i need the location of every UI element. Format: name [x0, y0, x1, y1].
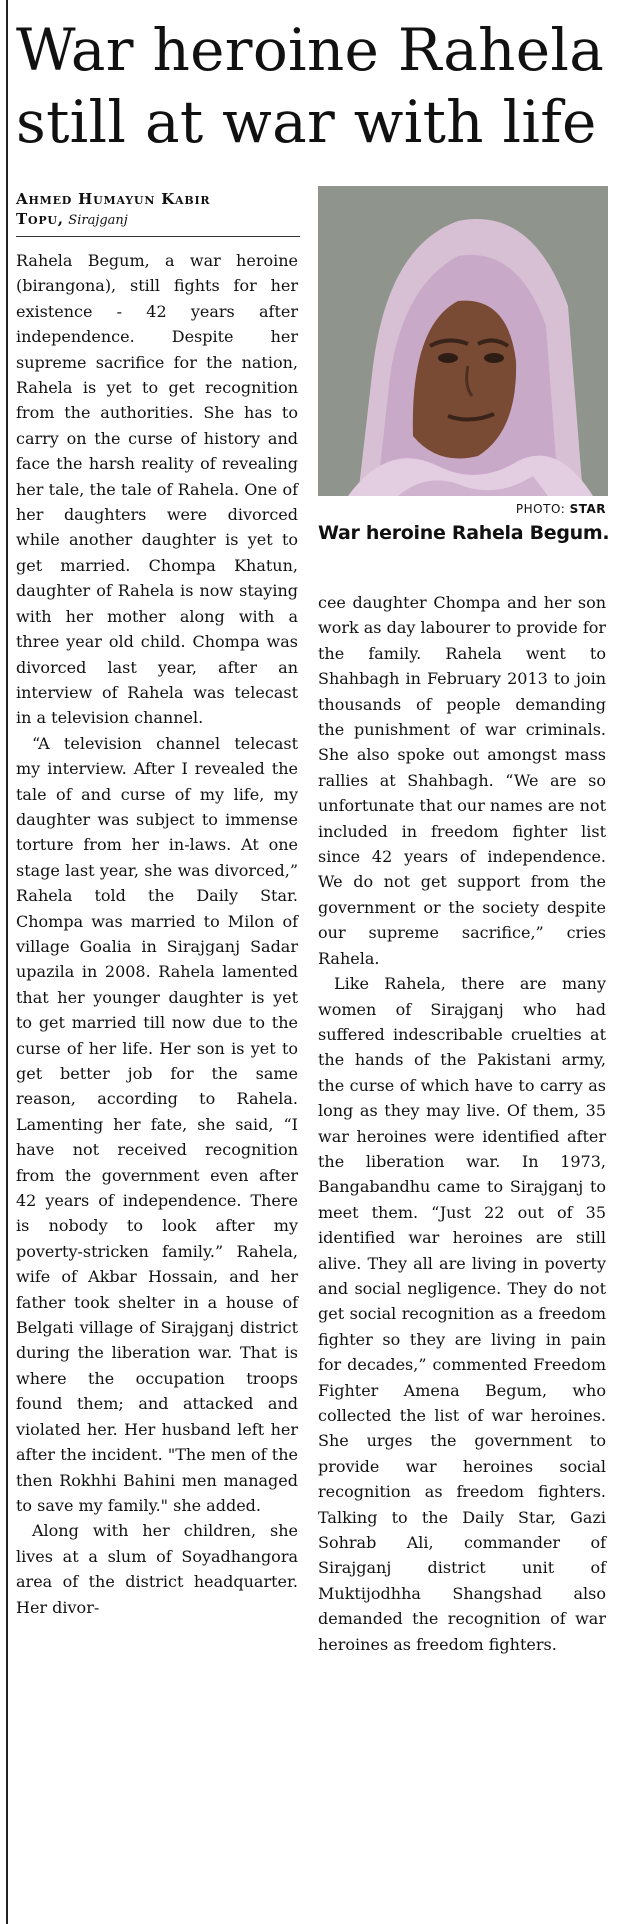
paragraph: cee daughter Chompa and her son work as day labourer to provide for the family. Rahela went to Shahbagh in February 2013 to join thousands of people demanding the punishment of war criminals. She also spoke out amongst mass rallies at Shahbagh. “We are so unfortunate that our names are not included in freedom fighter list since 42 years of independence. We do not get support from the government or the society despite our supreme sacrifice,” cries Rahela. — [318, 593, 607, 968]
column-rule — [6, 0, 8, 1924]
article-photo — [318, 186, 608, 496]
photo-caption: War heroine Rahela Begum. — [318, 522, 610, 544]
photo-credit — [318, 502, 606, 516]
photo-credit-label: PHOTO: — [515, 502, 570, 516]
paragraph: Along with her children, she lives at a slum of Soyadhangora area of the district headquarter. Her divor- — [16, 1521, 298, 1617]
paragraph: Like Rahela, there are many women of Sirajganj who had suffered indescribable cruelties at the hands of the Pakistani army, the curse of which have to carry as long as they may live. Of them, 35 war heroines were identified after the liberation war. In 1973, Bangabandhu came to Sirajganj to meet them. “Just 22 out of 35 identified war heroines are still alive. They all are living in poverty and social negligence. They do not get social recognition as a freedom fighter so they are living in pain for decades,” commented Freedom Fighter Amena Begum, who collected the list of war heroines. She urges the government to provide war heroines social recognition as freedom fighters. Talking to the Daily Star, Gazi Sohrab Ali, commander of Sirajganj district unit of Muktijodhha Shangshad also demanded the recognition of war heroines as freedom fighters. — [318, 974, 606, 1654]
paragraph: Rahela Begum, a war heroine (birangona), still fights for her existence - 42 years after independence. Despite her supreme sacrifice for the nation, Rahela is yet to get recognition from the authorities. She has to carry on the curse of history and face the harsh reality of revealing her tale, the tale of Rahela. One of her daughters were divorced while another daughter is yet to get married. Chompa Khatun, daughter of Rahela is now staying with her mother along with a three year old child. Chompa was divorced last year, after an interview of Rahela was telecast in a television channel. — [16, 251, 298, 728]
portrait-image — [318, 186, 608, 496]
author-name: Ahmed Humayun Kabir — [16, 190, 211, 208]
dateline-location: Sirajganj — [68, 213, 128, 228]
article-column-left — [16, 248, 298, 1620]
photo-credit-source: STAR — [569, 502, 606, 516]
headline — [16, 14, 616, 158]
paragraph: “A television channel telecast my interview. After I revealed the tale of and curse of my life, my daughter was subject to immense torture from her in-laws. At one stage last year, she was divorced,” Rahela told the Daily Star. Chompa was married to Milon of village Goalia in Sirajganj Sadar upazila in 2008. Rahela lamented that her younger daughter is yet to get married till now due to the curse of her life. Her son is yet to get better job for the same reason, according to Rahela. Lamenting her fate, she said, “I have not received recognition from the government even after 42 years of independence. There is nobody to look after my poverty-stricken family.” Rahela, wife of Akbar Hossain, and her father took shelter in a house of Belgati village of Sirajganj district during the liberation war. That is where the occupation troops found them; and attacked and violated her. Her husband left her after the incident. "The men of the then Rokhhi Bahini men managed to save my family." she added. — [16, 733, 298, 1515]
byline — [16, 190, 300, 237]
author-name-cont: Topu, — [16, 210, 64, 228]
article-column-right — [318, 590, 606, 1657]
headline-line-1: War heroine Rahela — [16, 16, 605, 84]
headline-line-2: still at war with life — [16, 88, 597, 156]
